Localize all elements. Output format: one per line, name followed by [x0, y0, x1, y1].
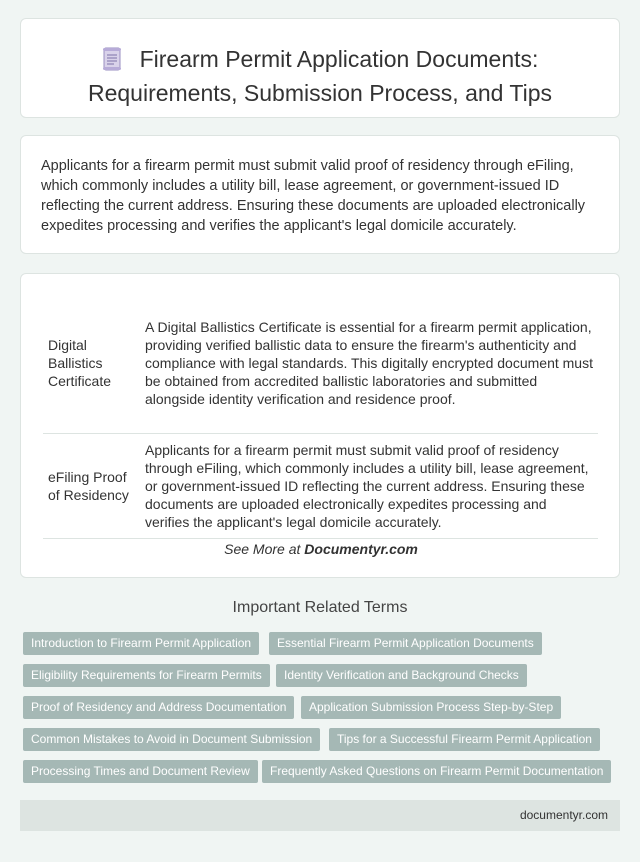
- see-more-site[interactable]: Documentyr.com: [304, 541, 418, 557]
- related-tag[interactable]: Frequently Asked Questions on Firearm Permit Documentation: [262, 760, 611, 783]
- row-term: eFiling Proof of Residency: [43, 433, 141, 538]
- table-row: [43, 294, 598, 433]
- intro-card: [20, 135, 620, 254]
- related-tag[interactable]: Eligibility Requirements for Firearm Permits: [23, 664, 270, 687]
- related-tag[interactable]: Essential Firearm Permit Application Documents: [269, 632, 542, 655]
- title-line-1: Firearm Permit Application Documents:: [139, 46, 539, 72]
- row-term: Digital Ballistics Certificate: [43, 294, 141, 433]
- footer: [20, 800, 620, 831]
- documents-table: [43, 294, 598, 539]
- related-terms-heading: Important Related Terms: [232, 599, 408, 616]
- related-tag[interactable]: Processing Times and Document Review: [23, 760, 258, 783]
- related-tag[interactable]: Tips for a Successful Firearm Permit Application: [329, 728, 600, 751]
- title-card: [20, 18, 620, 118]
- related-tag[interactable]: Proof of Residency and Address Documentation: [23, 696, 294, 719]
- see-more-prefix: See More at: [224, 541, 305, 557]
- row-description: Applicants for a firearm permit must submit valid proof of residency through eFiling, which commonly includes a utility bill, lease agreement, or government-issued ID reflecting the current address. Ensuring these documents are uploaded electronically expedites processing and verifies the applicant's legal domicile accurately.: [141, 433, 598, 538]
- title-line-2: Requirements, Submission Process, and Tips: [87, 80, 553, 106]
- related-tag[interactable]: Identity Verification and Background Checks: [276, 664, 527, 687]
- related-tag[interactable]: Application Submission Process Step-by-Step: [301, 696, 561, 719]
- document-icon: [102, 47, 122, 78]
- table-row: [43, 433, 598, 538]
- related-tag[interactable]: Common Mistakes to Avoid in Document Submission: [23, 728, 320, 751]
- footer-site[interactable]: documentyr.com: [519, 808, 608, 822]
- documents-table-card: [20, 273, 620, 578]
- row-description: A Digital Ballistics Certificate is essential for a firearm permit application, providing verified ballistic data to ensure the firearm's authenticity and compliance with legal standards. This digitally encrypted document must be obtained from accredited ballistic laboratories and submitted alongside identity verification and residence proof.: [141, 294, 598, 433]
- page-title: [21, 44, 619, 108]
- intro-text: Applicants for a firearm permit must submit valid proof of residency through eFiling, which commonly includes a utility bill, lease agreement, or government-issued ID reflecting the current address. Ensuring these documents are uploaded electronically expedites processing and verifies the applicant's legal domicile accurately.: [41, 158, 586, 234]
- related-tag[interactable]: Introduction to Firearm Permit Application: [23, 632, 259, 655]
- see-more-link[interactable]: [21, 541, 621, 557]
